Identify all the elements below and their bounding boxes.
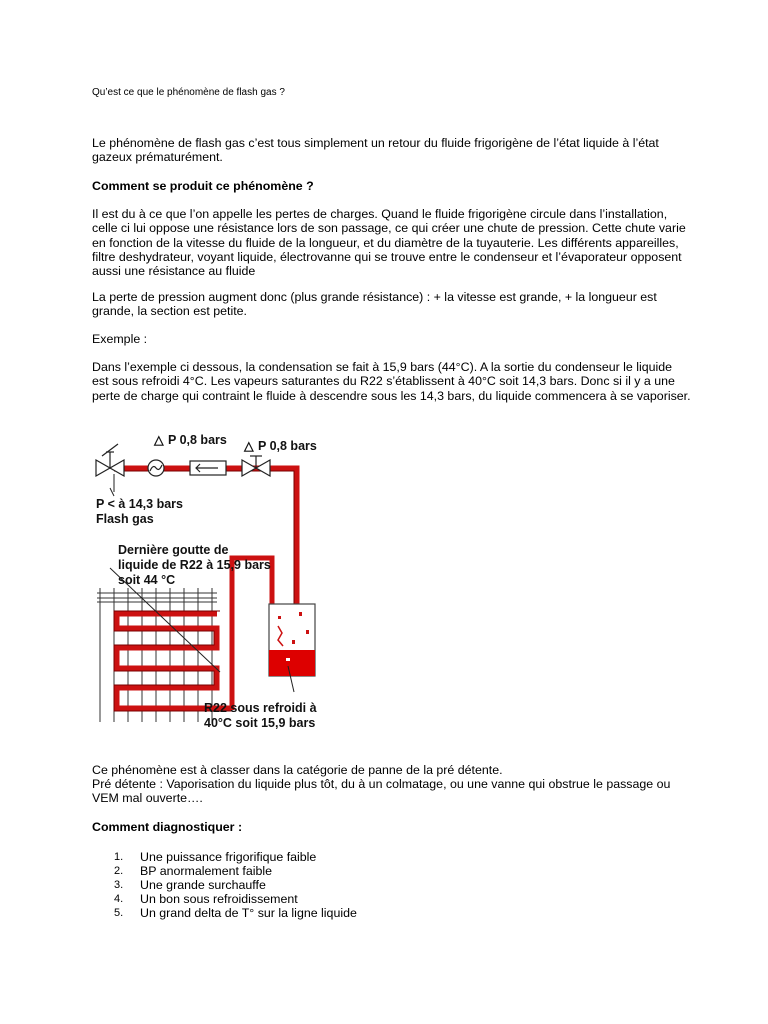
diagram-label-drop-1: Dernière goutte de (118, 543, 229, 557)
diagram-label-drop-2: liquide de R22 à 15,9 bars (118, 558, 271, 572)
list-item: 3. Une grande surchauffe (114, 878, 266, 892)
paragraph-pressure-loss: Il est du à ce que l’on appelle les pertes de charges. Quand le fluide frigorigène circule dans l’installation, celle ci lui oppose une résistance lors de son passage, ce qui créer une chute de pression. Cette chute varie en fonction de la vitesse du fluide de la longueur, et du diamètre de la tuyauterie. Les différents appareilles, filtre deshydrateur, voyant liquide, électrovanne qui se trouve entre le condenseur et l’évaporateur opposent aussi une résistance au fluide (92, 207, 686, 279)
diagram-label-dp1: P 0,8 bars (168, 433, 227, 447)
diagram-label-dp2: P 0,8 bars (258, 439, 317, 453)
heading-diagnose: Comment diagnostiquer : (92, 820, 243, 834)
delta-p-icon: △ (244, 439, 254, 453)
page-title: Qu’est ce que le phénomène de flash gas ? (92, 87, 285, 98)
diagram-label-flash-1: P < à 14,3 bars (96, 497, 183, 511)
solenoid-valve-icon (242, 456, 270, 476)
example-label: Exemple : (92, 332, 148, 346)
paragraph-example: Dans l’exemple ci dessous, la condensation se fait à 15,9 bars (44°C). A la sortie du condenseur le liquide est sous refroidi 4°C. Les vapeurs saturantes du R22 s’établissent à 40°C soit 14,3 bars. Donc si il y a une perte de charge qui contraint le fluide à descendre sous les 14,3 bars, du liquide commencera à se vaporiser. (92, 360, 691, 403)
list-item: 4. Un bon sous refroidissement (114, 892, 298, 906)
diagnostic-list (92, 850, 592, 920)
paragraph-category: Ce phénomène est à classer dans la catégorie de panne de la pré détente. (92, 763, 503, 777)
liquid-receiver (269, 604, 315, 676)
diagram-label-drop-3: soit 44 °C (118, 573, 176, 587)
paragraph-pre-detente: Pré détente : Vaporisation du liquide plus tôt, du à un colmatage, ou une vanne qui obstrue le passage ou VEM mal ouverte…. (92, 777, 671, 806)
sight-glass-icon (148, 460, 164, 476)
expansion-valve-icon (96, 444, 124, 476)
list-item: 5. Un grand delta de T° sur la ligne liquide (114, 906, 357, 920)
heading-how: Comment se produit ce phénomène ? (92, 179, 314, 193)
intro-paragraph: Le phénomène de flash gas c’est tous simplement un retour du fluide frigorigène de l’état liquide à l’état gazeux prématurément. (92, 136, 659, 165)
condenser-serpentine (117, 614, 232, 708)
diagram-label-flash-2: Flash gas (96, 512, 154, 526)
filter-drier-icon (190, 461, 226, 475)
delta-p-icon: △ (154, 433, 164, 447)
diagram-label-sub-2: 40°C soit 15,9 bars (204, 716, 316, 730)
list-item: 2. BP anormalement faible (114, 864, 273, 878)
flash-gas-diagram (92, 430, 342, 735)
paragraph-resistance: La perte de pression augment donc (plus grande résistance) : + la vitesse est grande, + la longueur est grande, la section est petite. (92, 290, 657, 319)
diagram-label-sub-1: R22 sous refroidi à (204, 701, 317, 715)
receiver-outlet-pipe (232, 558, 272, 710)
list-item: 1. Une puissance frigorifique faible (114, 850, 317, 864)
